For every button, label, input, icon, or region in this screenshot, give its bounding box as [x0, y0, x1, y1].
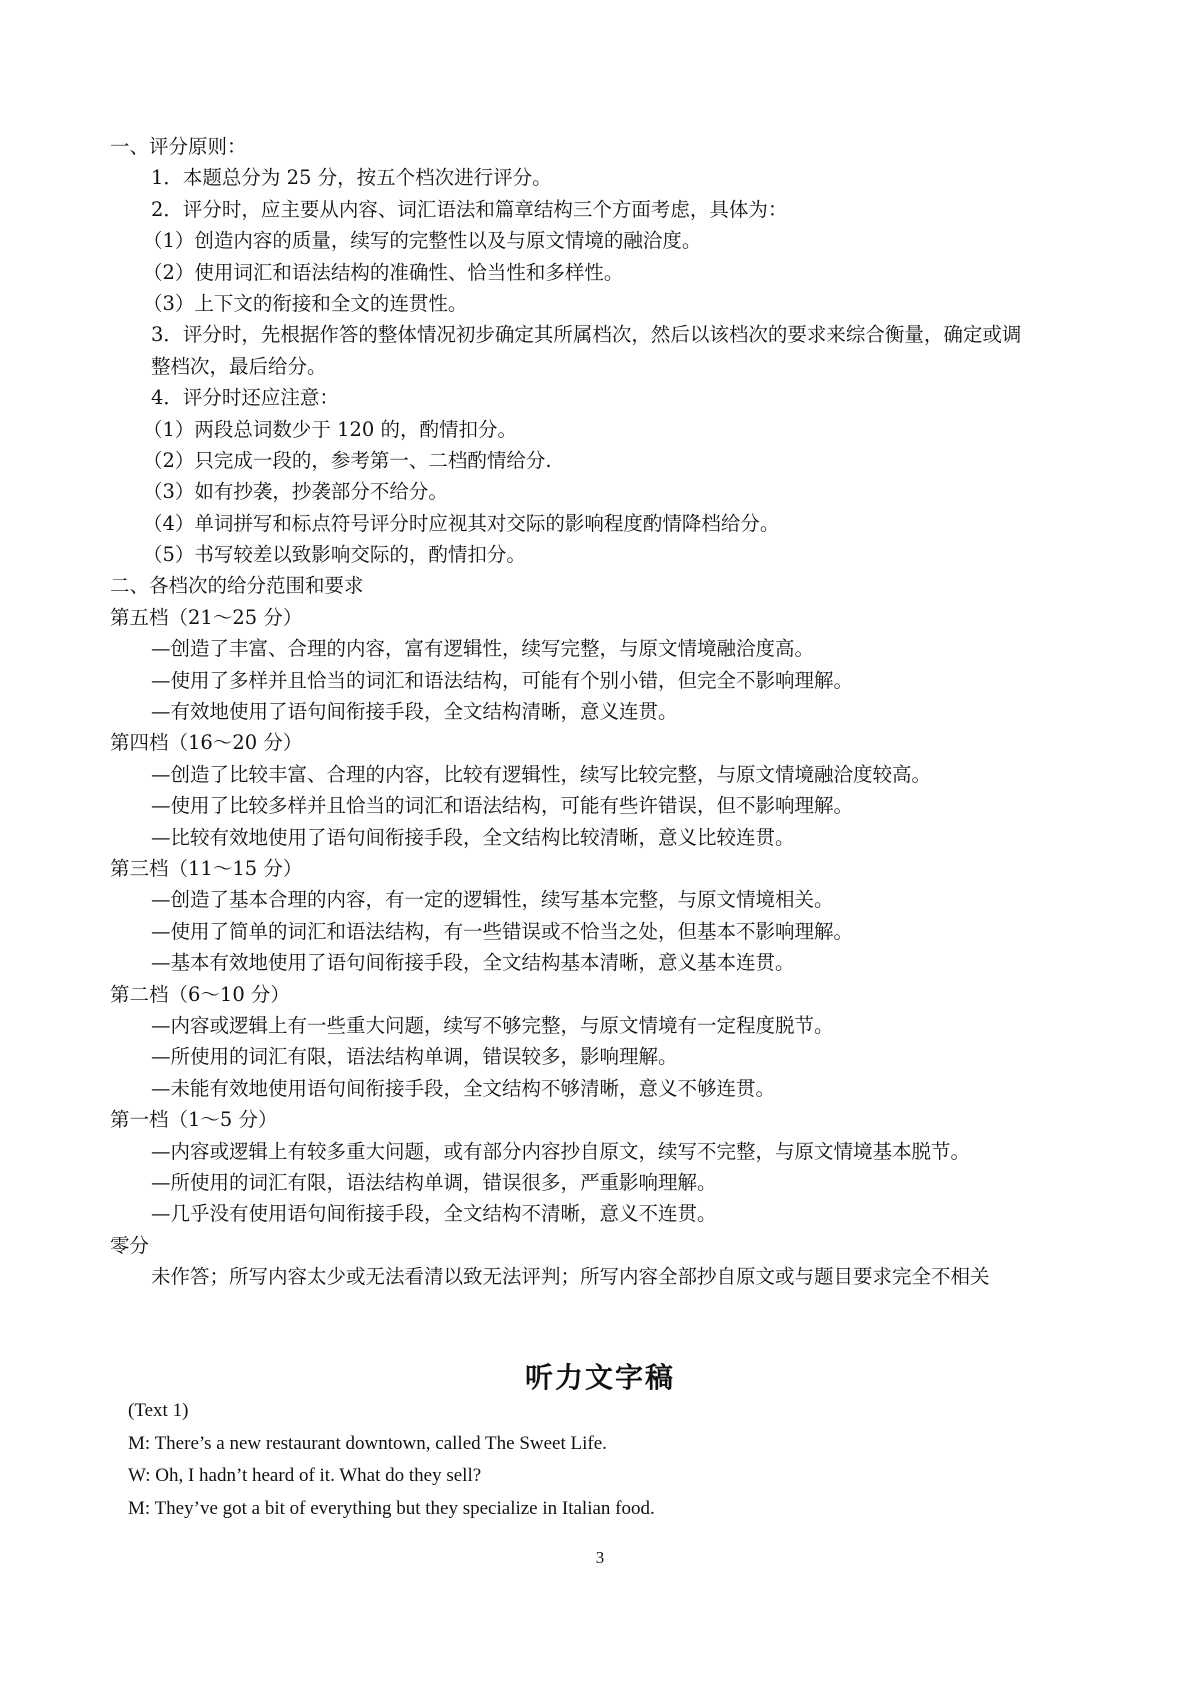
scoring-line: —有效地使用了语句间衔接手段，全文结构清晰，意义连贯。: [151, 700, 678, 724]
scoring-line: （3）上下文的衔接和全文的连贯性。: [143, 291, 468, 315]
scoring-line: （4）单词拼写和标点符号评分时应视其对交际的影响程度酌情降档给分。: [143, 511, 780, 535]
scoring-line: 第一档（1～5 分）: [110, 1108, 278, 1132]
scoring-line: —所使用的词汇有限，语法结构单调，错误较多，影响理解。: [151, 1045, 678, 1069]
scoring-line: （5）书写较差以致影响交际的，酌情扣分。: [143, 543, 526, 567]
scoring-line: 一、评分原则：: [110, 135, 247, 158]
scoring-line: —内容或逻辑上有一些重大问题，续写不够完整，与原文情境有一定程度脱节。: [151, 1013, 834, 1037]
scoring-line: —未能有效地使用语句间衔接手段，全文结构不够清晰，意义不够连贯。: [151, 1076, 776, 1100]
scoring-line: 第二档（6～10 分）: [110, 982, 290, 1006]
scoring-line: —所使用的词汇有限，语法结构单调，错误很多，严重影响理解。: [151, 1170, 717, 1194]
scoring-line: （1）两段总词数少于 120 的，酌情扣分。: [143, 417, 518, 441]
scoring-line: （1）创造内容的质量，续写的完整性以及与原文情境的融洽度。: [143, 229, 702, 253]
scoring-line: 第三档（11～15 分）: [110, 856, 303, 880]
scoring-line: —创造了基本合理的内容，有一定的逻辑性，续写基本完整，与原文情境相关。: [151, 888, 834, 912]
scoring-line: —内容或逻辑上有较多重大问题，或有部分内容抄自原文，续写不完整，与原文情境基本脱节。: [151, 1139, 971, 1163]
scoring-line: —使用了多样并且恰当的词汇和语法结构，可能有个别小错，但完全不影响理解。: [151, 668, 854, 692]
scoring-line: 1．本题总分为 25 分，按五个档次进行评分。: [151, 166, 552, 190]
listening-transcript: [0, 1395, 1200, 1525]
scoring-line: 3．评分时，先根据作答的整体情况初步确定其所属档次，然后以该档次的要求来综合衡量，确定或调: [151, 323, 1022, 347]
scoring-line: —使用了简单的词汇和语法结构，有一些错误或不恰当之处，但基本不影响理解。: [151, 919, 854, 943]
scoring-line: —创造了比较丰富、合理的内容，比较有逻辑性，续写比较完整，与原文情境融洽度较高。: [151, 762, 932, 786]
scoring-line: 第四档（16～20 分）: [110, 731, 303, 755]
listening-title: 听力文字稿: [524, 1361, 675, 1394]
page-number: 3: [595, 1548, 605, 1567]
scoring-line: 未作答；所写内容太少或无法看清以致无法评判；所写内容全部抄自原文或与题目要求完全不相关: [151, 1265, 990, 1289]
scoring-line: —基本有效地使用了语句间衔接手段，全文结构基本清晰，意义基本连贯。: [151, 951, 795, 975]
scoring-guidelines: [0, 131, 1200, 1292]
transcript-line: M: There’s a new restaurant downtown, called The Sweet Life.: [128, 1432, 607, 1454]
scoring-line: 整档次，最后给分。: [151, 354, 327, 378]
scoring-line: 零分: [110, 1233, 150, 1257]
scoring-line: —比较有效地使用了语句间衔接手段，全文结构比较清晰，意义比较连贯。: [151, 825, 795, 849]
scoring-line: 4．评分时还应注意：: [151, 386, 339, 410]
scoring-line: —创造了丰富、合理的内容，富有逻辑性，续写完整，与原文情境融洽度高。: [151, 637, 815, 661]
scoring-line: 二、各档次的给分范围和要求: [110, 574, 364, 598]
scoring-line: （2）只完成一段的，参考第一、二档酌情给分.: [143, 448, 552, 472]
scoring-line: —几乎没有使用语句间衔接手段，全文结构不清晰，意义不连贯。: [151, 1202, 717, 1226]
scoring-line: 第五档（21～25 分）: [110, 605, 303, 629]
transcript-line: (Text 1): [128, 1400, 189, 1421]
scoring-line: （2）使用词汇和语法结构的准确性、恰当性和多样性。: [143, 260, 624, 284]
transcript-line: M: They’ve got a bit of everything but they specialize in Italian food.: [128, 1497, 655, 1519]
transcript-line: W: Oh, I hadn’t heard of it. What do they sell?: [128, 1465, 482, 1486]
scoring-line: 2．评分时，应主要从内容、词汇语法和篇章结构三个方面考虑，具体为：: [151, 197, 788, 221]
scoring-line: —使用了比较多样并且恰当的词汇和语法结构，可能有些许错误，但不影响理解。: [151, 794, 854, 818]
scoring-line: （3）如有抄袭，抄袭部分不给分。: [143, 480, 448, 504]
